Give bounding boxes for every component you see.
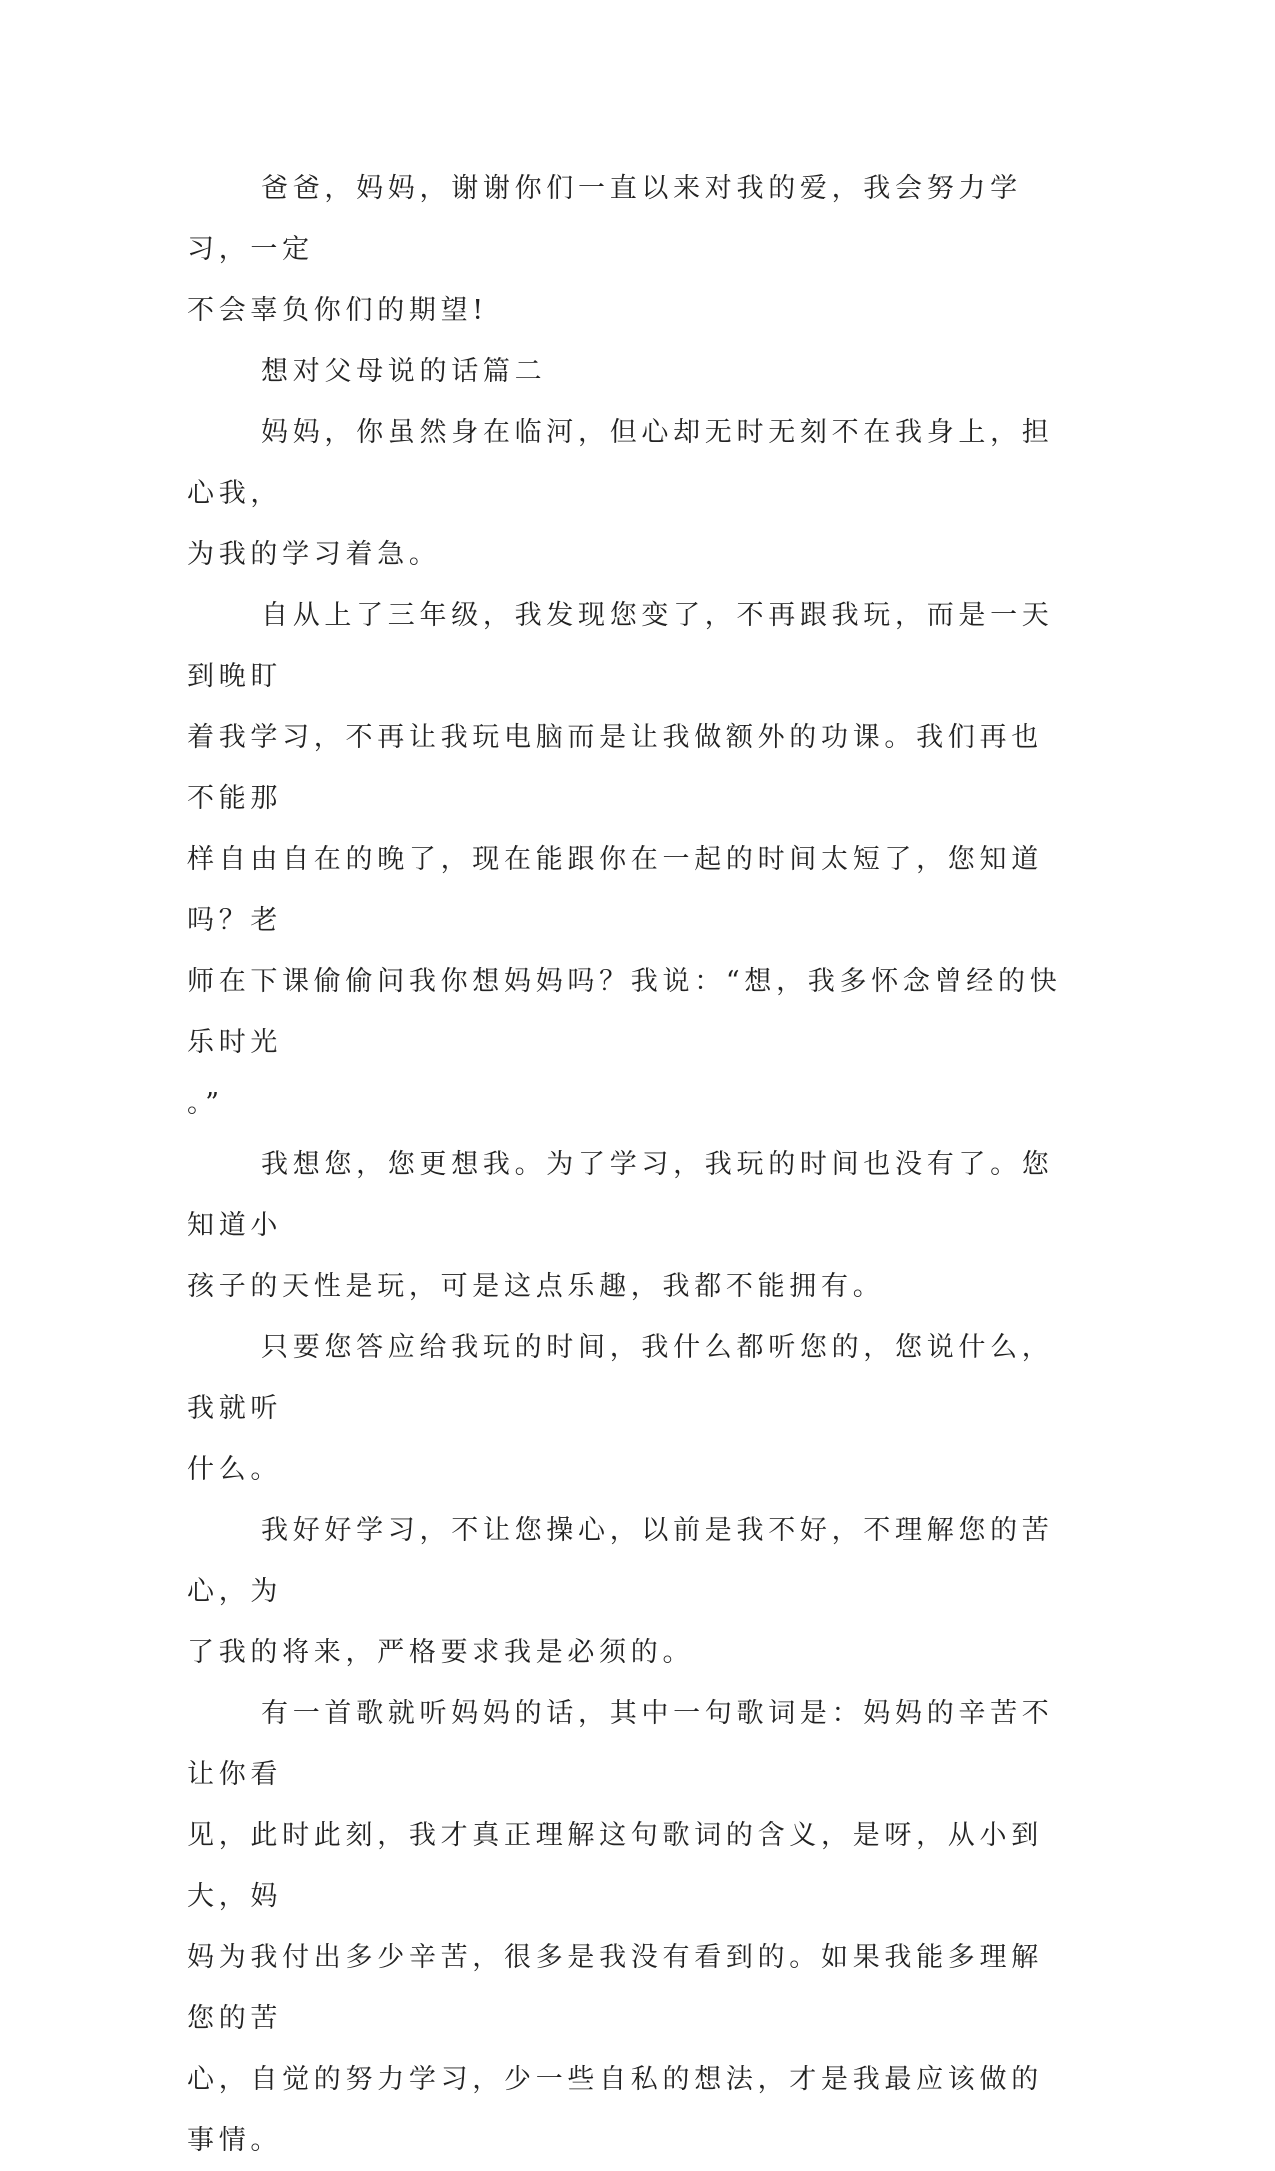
paragraph-song: 有一首歌就听妈妈的话，其中一句歌词是：妈妈的辛苦不让你看 见，此时此刻，我才真正理解这句歌词的含义，是呀，从小到大，妈 妈为我付出多少辛苦，很多是我没有看到的。如果我能多理解您的苦 心，自觉的努力学习，少一些自私的想法，才是我最应该做的事情。 <box>187 1698 1054 2156</box>
paragraph-mother-worry: 妈妈，你虽然身在临河，但心却无时无刻不在我身上，担心我， 为我的学习着急。 <box>187 417 1054 570</box>
paragraph-third-grade: 自从上了三年级，我发现您变了，不再跟我玩，而是一天到晚盯 着我学习，不再让我玩电脑而是让我做额外的功课。我们再也不能那 样自由自在的晚了，现在能跟你在一起的时间太短了，您知道吗？老 师在下课偷偷问我你想妈妈吗？我说：“想，我多怀念曾经的快乐时光 。” <box>187 600 1062 1119</box>
document-body <box>187 158 1072 2171</box>
section-heading: 想对父母说的话篇二 <box>261 356 547 387</box>
paragraph-miss-you: 我想您，您更想我。为了学习，我玩的时间也没有了。您知道小 孩子的天性是玩，可是这点乐趣，我都不能拥有。 <box>187 1149 1054 1302</box>
paragraph-thanks: 爸爸，妈妈，谢谢你们一直以来对我的爱，我会努力学习，一定 不会辜负你们的期望! <box>187 173 1022 326</box>
paragraph-promise: 只要您答应给我玩的时间，我什么都听您的，您说什么，我就听 什么。 <box>187 1332 1054 1485</box>
paragraph-study-hard: 我好好学习，不让您操心，以前是我不好，不理解您的苦心，为 了我的将来，严格要求我是必须的。 <box>187 1515 1054 1668</box>
